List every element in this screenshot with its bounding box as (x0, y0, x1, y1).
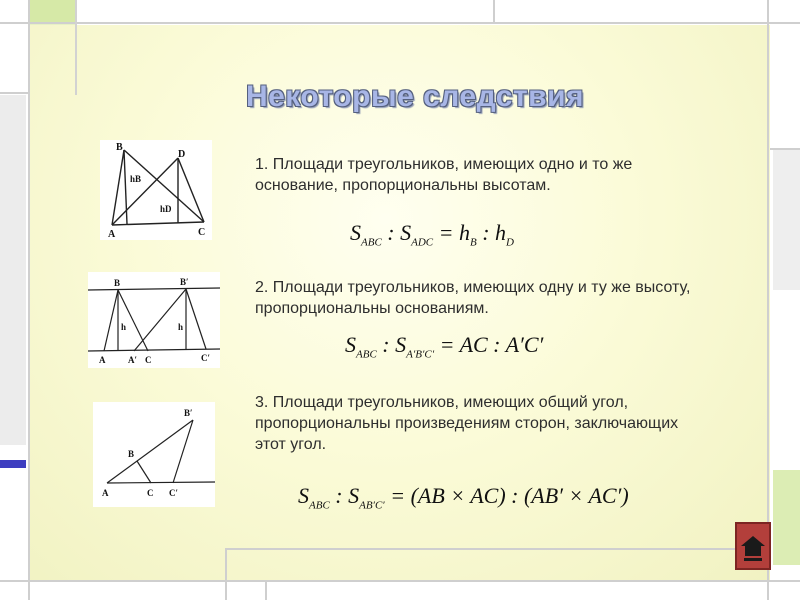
slide-title: Некоторые следствия (245, 80, 585, 113)
formula-3: $S_{ABC}$ : $S_{AB'C'} = (AB \times AC)$ : (AB′ × AC′) (298, 483, 629, 512)
frame-line (0, 22, 800, 24)
fig3-label-a: A (102, 488, 109, 498)
fig2-label-b-prime: B′ (180, 277, 189, 287)
frame-line (225, 548, 227, 600)
fig2-label-a-prime: A′ (128, 355, 138, 365)
fig1-label-b: B (116, 142, 123, 153)
figure-1-triangles (100, 140, 212, 240)
frame-gray-block-left (0, 95, 26, 445)
figure-3-triangles (93, 402, 215, 507)
point-3-text: 3. Площади треугольников, имеющих общий угол, пропорциональны произведениям сторон, заключающих этот угол. (255, 394, 679, 453)
fig1-label-a: A (108, 229, 116, 240)
fig2-label-c: C (145, 355, 152, 365)
fig2-label-h1: h (121, 322, 127, 332)
frame-green-block-top (30, 0, 75, 22)
home-icon (737, 524, 769, 568)
fig2-label-a: A (99, 355, 106, 365)
fig2-label-h2: h (178, 322, 184, 332)
frame-line (265, 582, 267, 600)
home-nav-button[interactable] (735, 522, 771, 570)
frame-line (0, 580, 800, 582)
frame-line (225, 548, 770, 550)
figure-2-triangles (88, 272, 220, 368)
fig1-label-d: D (178, 149, 186, 160)
fig1-label-hd: hD (160, 204, 172, 214)
formula-2: $S_{ABC}$ : $S_{A'B'C'}$ = AC : A′C′ (345, 332, 544, 361)
frame-line (770, 148, 800, 150)
frame-gray-block-right (773, 150, 800, 290)
formula-1: $S_{ABC}$ : $S_{ADC} = h_B$ : $h_D$ (350, 220, 514, 249)
fig1-label-hb: hB (130, 174, 142, 184)
frame-line (493, 0, 495, 22)
fig3-label-b-prime: B′ (184, 408, 193, 418)
fig2-label-c-prime: C′ (201, 353, 211, 363)
frame-green-block-right (773, 470, 800, 565)
point-2-text: 2. Площади треугольников, имеющих одну и ту же высоту, пропорциональны основаниям. (255, 279, 691, 317)
fig3-label-c: C (147, 488, 154, 498)
fig3-label-c-prime: C′ (169, 488, 179, 498)
fig1-label-c: C (198, 227, 206, 238)
frame-blue-strip (0, 460, 26, 468)
point-1-text: 1. Площади треугольников, имеющих одно и то же основание, пропорциональны высотам. (255, 156, 633, 194)
fig3-label-b: B (128, 449, 135, 459)
fig2-label-b: B (114, 278, 121, 288)
